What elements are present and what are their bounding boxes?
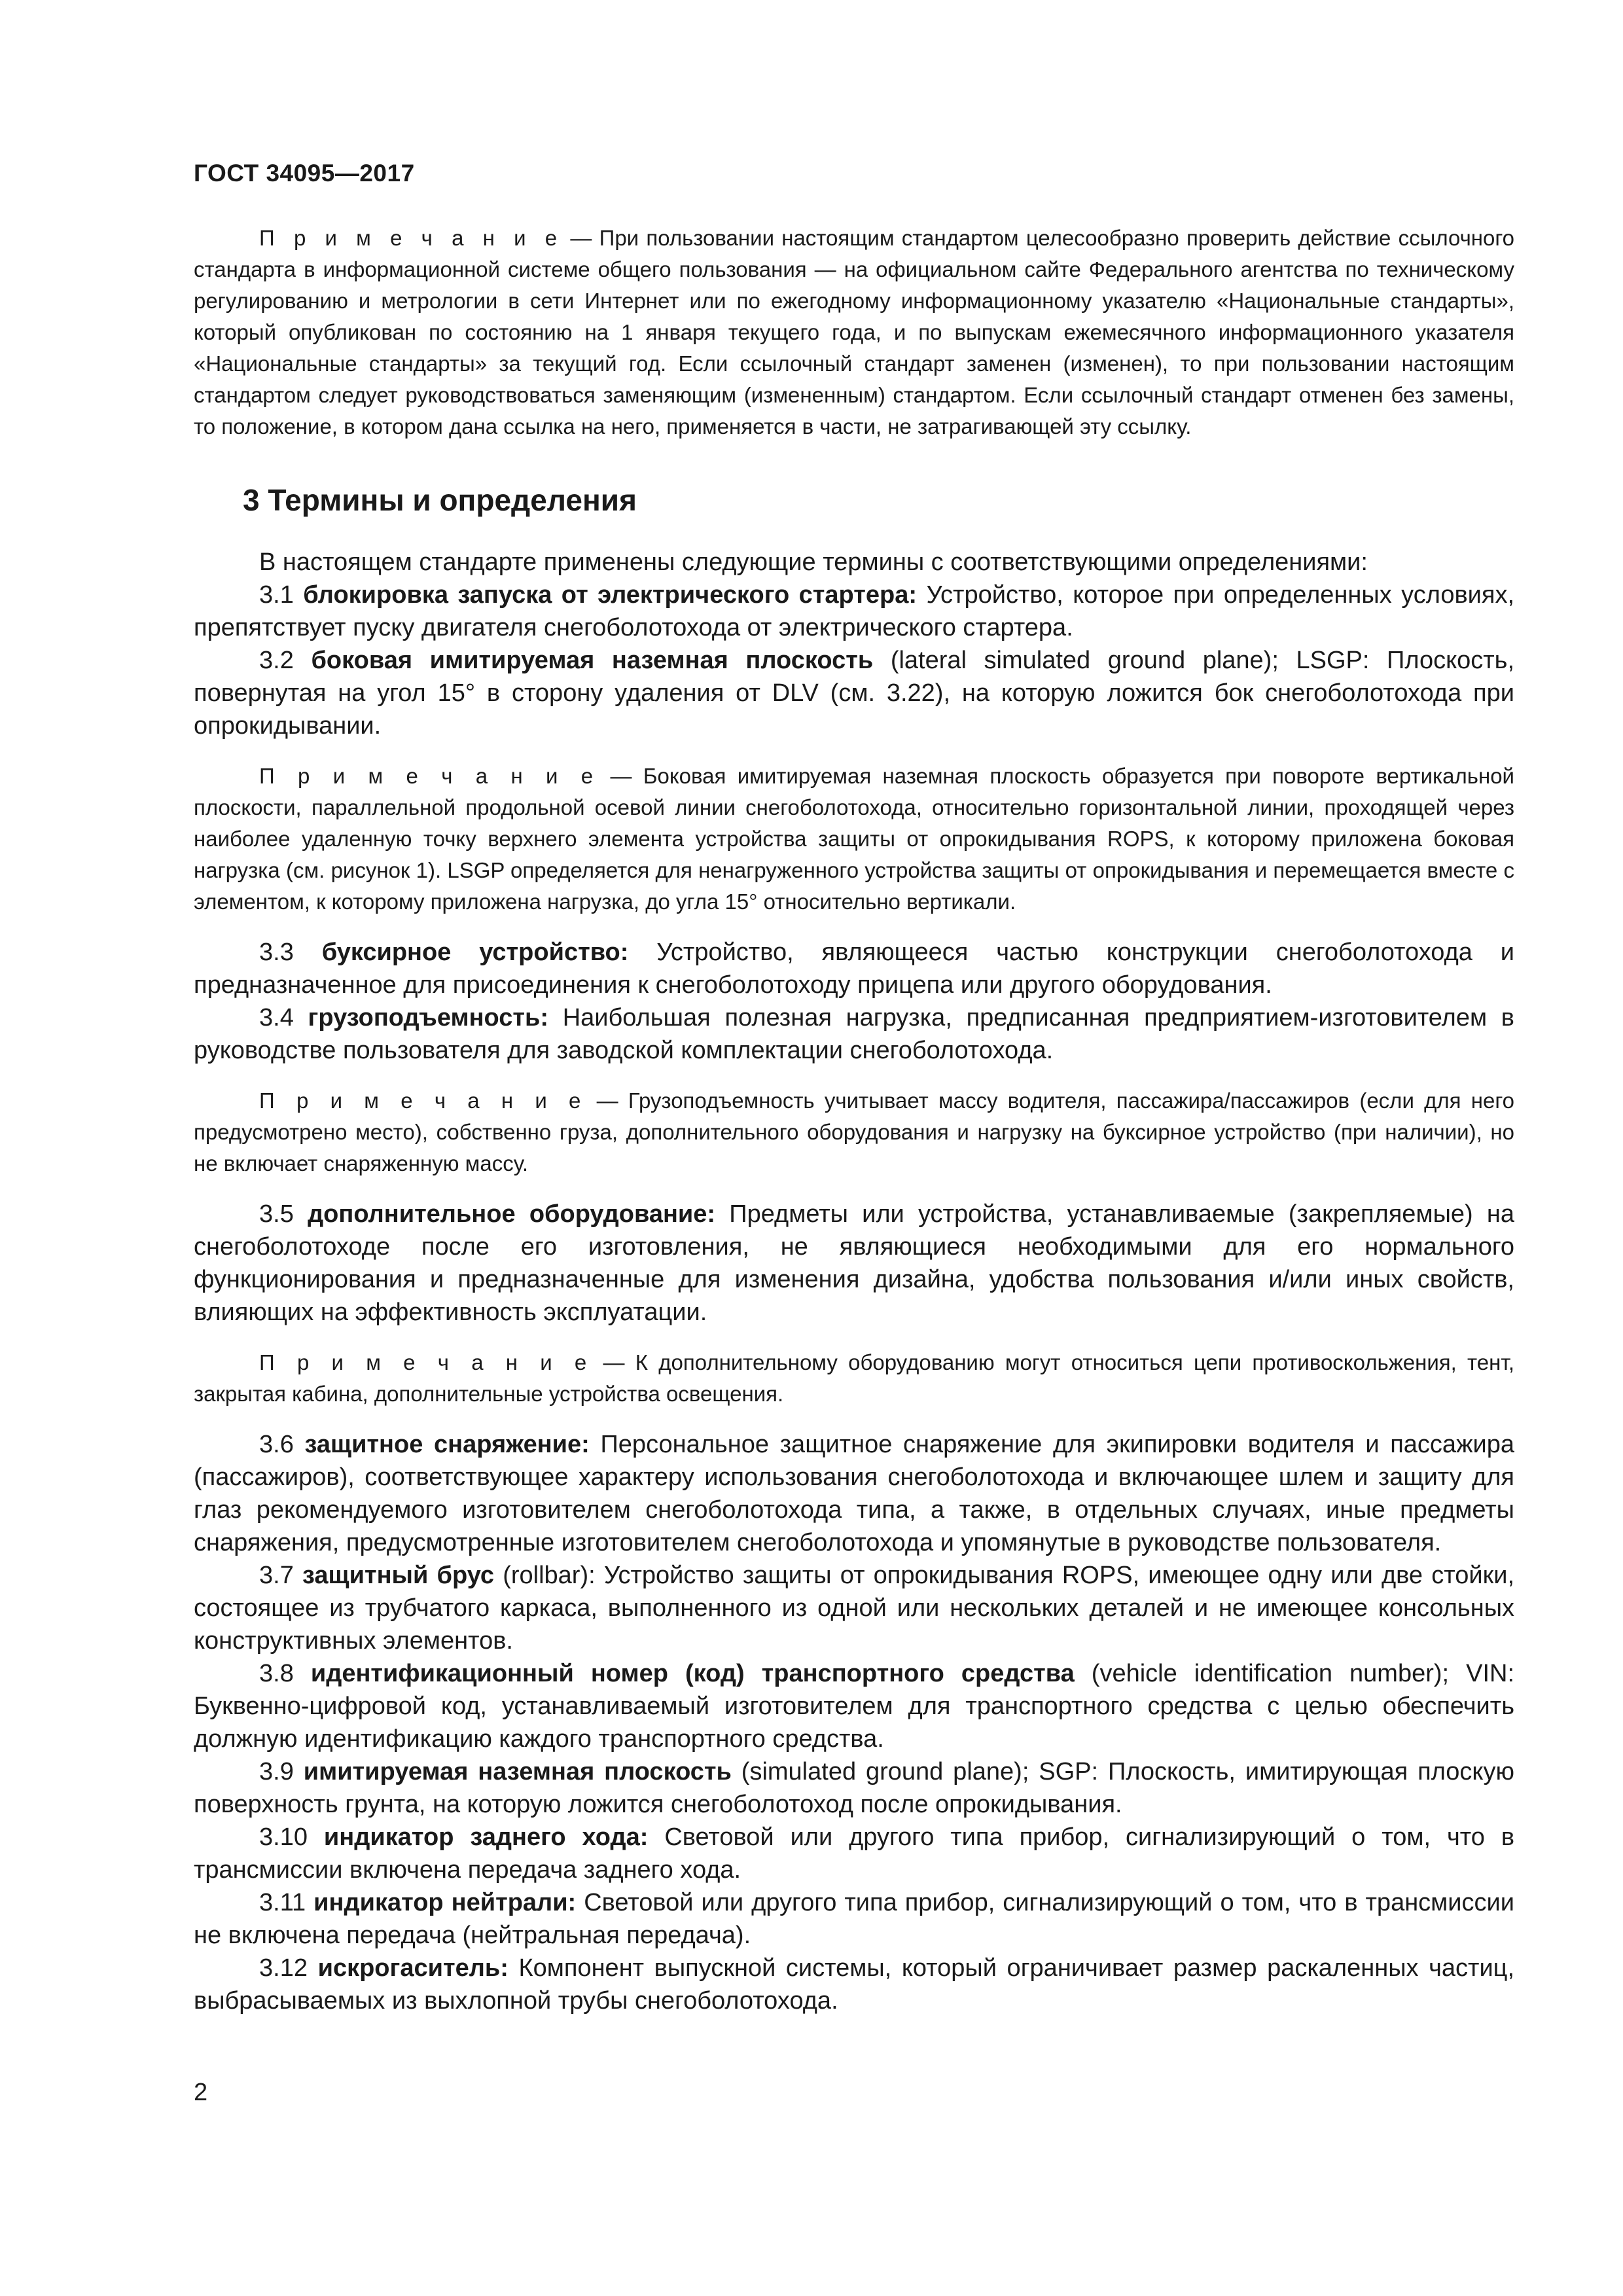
term-number: 3.6 [259,1431,294,1458]
term-number: 3.12 [259,1954,308,1982]
term-number: 3.1 [259,581,294,609]
term-name: буксирное устройство: [321,939,629,966]
term-name: защитное снаряжение: [304,1431,590,1458]
term-3-3 [194,936,1514,1001]
term-number: 3.9 [259,1758,294,1785]
term-name: искрогаситель: [317,1954,508,1982]
term-3-2 [194,644,1514,742]
term-definition: Устройство, являющееся частью конструкции снегоболотохода и предназначенное для присоединения к снегоболотоходу прицепа или другого оборудования. [194,939,1514,999]
term-name: дополнительное оборудование: [308,1200,716,1228]
term-definition: (rollbar): Устройство защиты от опрокидывания ROPS, имеющее одну или две стойки, состоящее из трубчатого каркаса, выполненного из одной или нескольких деталей и не имеющее консольных конструктивных элементов. [194,1562,1514,1655]
term-definition: Предметы или устройства, устанавливаемые (закрепляемые) на снегоболотоходе после его изготовления, не являющиеся необходимыми для его нормального функционирования и предназначенные для изменения дизайна, удобства пользования и/или иных свойств, влияющих на эффективность эксплуатации. [194,1200,1515,1326]
term-3-11 [194,1886,1514,1952]
term-name: боковая имитируемая наземная плоскость [311,647,874,674]
term-3-4 [194,1001,1514,1067]
note-paragraph [194,223,1514,442]
note-paragraph [194,1085,1514,1179]
note-text: — При пользовании настоящим стандартом целесообразно проверить действие ссылочного стандарта в информационной системе общего пользования — на официальном сайте Федерального агентства по техническому регулированию и метрологии в сети Интернет или по ежегодному информационному указателю «Национальные стандарты», который опубликован по состоянию на 1 января текущего года, и по выпускам ежемесячного информационного указателя «Национальные стандарты» за текущий год. Если ссылочный стандарт заменен (изменен), то при пользовании настоящим стандартом следует руководствоваться заменяющим (измененным) стандартом. Если ссылочный стандарт отменен без замены, то положение, в котором дана ссылка на него, применяется в части, не затрагивающей эту ссылку. [194,226,1515,439]
term-3-12 [194,1952,1514,2017]
term-3-6 [194,1428,1514,1559]
term-number: 3.8 [259,1660,294,1687]
term-3-5 [194,1198,1514,1329]
term-3-10 [194,1821,1514,1886]
term-number: 3.4 [259,1004,294,1031]
term-definition: Наибольшая полезная нагрузка, предписанная предприятием-изготовителем в руководстве пользователя для заводской комплектации снегоболотохода. [194,1004,1514,1064]
term-definition: (simulated ground plane); SGP: Плоскость, имитирующая плоскую поверхность грунта, на которую ложится снегоболотоход после опрокидывания. [194,1758,1514,1818]
note-label: П р и м е ч а н и е [259,764,599,788]
note-label: П р и м е ч а н и е [259,226,563,250]
term-number: 3.7 [259,1562,294,1589]
page-content [194,223,1514,2017]
note-label: П р и м е ч а н и е [259,1350,593,1374]
term-number: 3.10 [259,1823,308,1851]
section-heading: 3 Термины и определения [243,483,637,517]
term-3-7 [194,1559,1514,1657]
term-definition: (vehicle identification number); VIN: Буквенно-цифровой код, устанавливаемый изготовителем для транспортного средства с целью обеспечить должную идентификацию каждого транспортного средства. [194,1660,1515,1753]
term-number: 3.11 [259,1889,306,1916]
note-text: — К дополнительному оборудованию могут относиться цепи противоскольжения, тент, закрытая кабина, дополнительные устройства освещения. [194,1350,1515,1406]
term-definition: Персональное защитное снаряжение для экипировки водителя и пассажира (пассажиров), соответствующее характеру использования снегоболотохода и включающее шлем и защиту для глаз рекомендуемого изготовителем снегоболотохода типа, а также, в отдельных случаях, иные предметы снаряжения, предусмотренные изготовителем снегоболотохода и упомянутые в руководстве пользователя. [194,1431,1514,1556]
term-name: идентификационный номер (код) транспортного средства [310,1660,1075,1687]
note-label: П р и м е ч а н и е [259,1088,587,1113]
term-number: 3.3 [259,939,294,966]
section-intro: В настоящем стандарте применены следующие термины с соответствующими определениями: [259,548,1368,576]
term-name: индикатор нейтрали: [313,1889,577,1916]
note-text: — Боковая имитируемая наземная плоскость образуется при повороте вертикальной плоскости, параллельной продольной осевой линии снегоболотохода, относительно горизонтальной линии, проходящей через наиболее удаленную точку верхнего элемента устройства защиты от опрокидывания ROPS, к которому приложена боковая нагрузка (см. рисунок 1). LSGP определяется для ненагруженного устройства защиты от опрокидывания и перемещается вместе с элементом, к которому приложена нагрузка, до угла 15° относительно вертикали. [194,764,1514,914]
term-definition: (lateral simulated ground plane); LSGP: Плоскость, повернутая на угол 15° в сторону удаления от DLV (см. 3.22), на которую ложится бок снегоболотохода при опрокидывании. [194,647,1515,740]
term-3-9 [194,1755,1514,1821]
page-number: 2 [194,2079,208,2106]
term-3-8 [194,1657,1514,1755]
term-3-1 [194,579,1514,644]
note-text: — Грузоподъемность учитывает массу водителя, пассажира/пассажиров (если для него предусмотрено место), собственно груза, дополнительного оборудования и нагрузку на буксирное устройство (при наличии), но не включает снаряженную массу. [194,1088,1515,1175]
term-number: 3.2 [259,647,294,674]
term-name: имитируемая наземная плоскость [303,1758,732,1785]
term-number: 3.5 [259,1200,294,1228]
term-definition: Устройство, которое при определенных условиях, препятствует пуску двигателя снегоболотохода от электрического стартера. [194,581,1515,641]
term-definition: Компонент выпускной системы, который ограничивает размер раскаленных частиц, выбрасываемых из выхлопной трубы снегоболотохода. [194,1954,1515,2015]
term-name: индикатор заднего хода: [323,1823,649,1851]
note-paragraph [194,1347,1514,1410]
document-header: ГОСТ 34095—2017 [194,160,415,187]
term-name: защитный брус [302,1562,495,1589]
term-definition: Световой или другого типа прибор, сигнализирующий о том, что в трансмиссии включена передача заднего хода. [194,1823,1515,1884]
term-definition: Световой или другого типа прибор, сигнализирующий о том, что в трансмиссии не включена передача (нейтральная передача). [194,1889,1514,1949]
term-name: блокировка запуска от электрического стартера: [303,581,918,609]
note-paragraph [194,761,1514,918]
term-name: грузоподъемность: [308,1004,549,1031]
